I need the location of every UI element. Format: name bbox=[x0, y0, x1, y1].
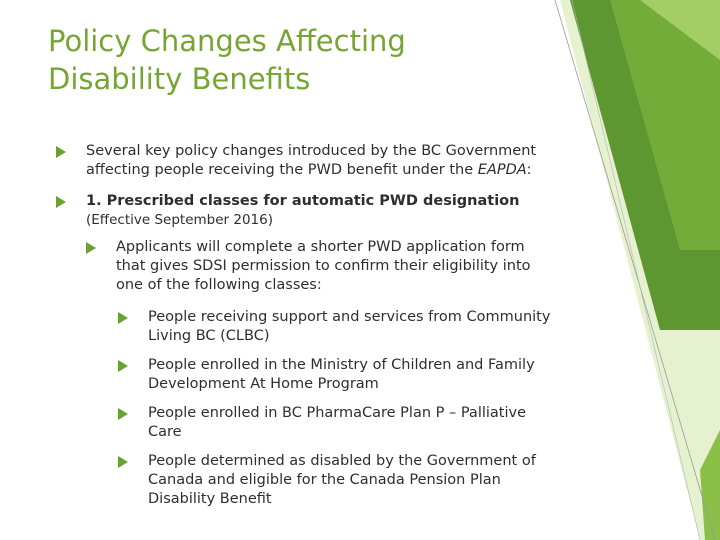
bullet-intro-colon: : bbox=[526, 162, 532, 178]
bullet-arrow-icon bbox=[118, 456, 128, 468]
bullet-arrow-icon bbox=[118, 360, 128, 372]
bullet-cpp-text: People determined as disabled by the Government of Canada and eligible for the Canada Pension Plan Disability Benefit bbox=[148, 453, 536, 507]
bullet-arrow-icon bbox=[56, 196, 66, 208]
slide-title: Policy Changes Affecting Disability Benefits bbox=[48, 24, 406, 96]
bullet-pharmacare bbox=[148, 404, 558, 442]
bullet-cpp bbox=[148, 452, 548, 509]
bullet-pharmacare-text: People enrolled in BC PharmaCare Plan P – Palliative Care bbox=[148, 405, 527, 440]
bullet-mcfd-text: People enrolled in the Ministry of Children and Family Development At Home Program bbox=[148, 357, 535, 392]
bullet-mcfd bbox=[148, 356, 558, 394]
bullet-arrow-icon bbox=[118, 312, 128, 324]
bullet-applicants-text: Applicants will complete a shorter PWD application form that gives SDSI permission to confirm their eligibility into one of the following classes: bbox=[116, 239, 531, 293]
bullet-intro bbox=[86, 142, 546, 180]
bullet-arrow-icon bbox=[118, 408, 128, 420]
bullet-arrow-icon bbox=[86, 242, 96, 254]
bullet-prescribed-classes bbox=[86, 192, 546, 230]
bullet-applicants bbox=[116, 238, 536, 295]
bullet-arrow-icon bbox=[56, 146, 66, 158]
bullet-intro-italic: EAPDA bbox=[477, 162, 527, 178]
bullet-subtitle: (Effective September 2016) bbox=[86, 212, 273, 228]
bullet-clbc-text: People receiving support and services from Community Living BC (CLBC) bbox=[148, 309, 551, 344]
bullet-clbc bbox=[148, 308, 558, 346]
bullet-heading: 1. Prescribed classes for automatic PWD designation bbox=[86, 193, 520, 209]
bullet-intro-text: Several key policy changes introduced by the BC Government affecting people receiving the PWD benefit under the bbox=[86, 143, 537, 178]
